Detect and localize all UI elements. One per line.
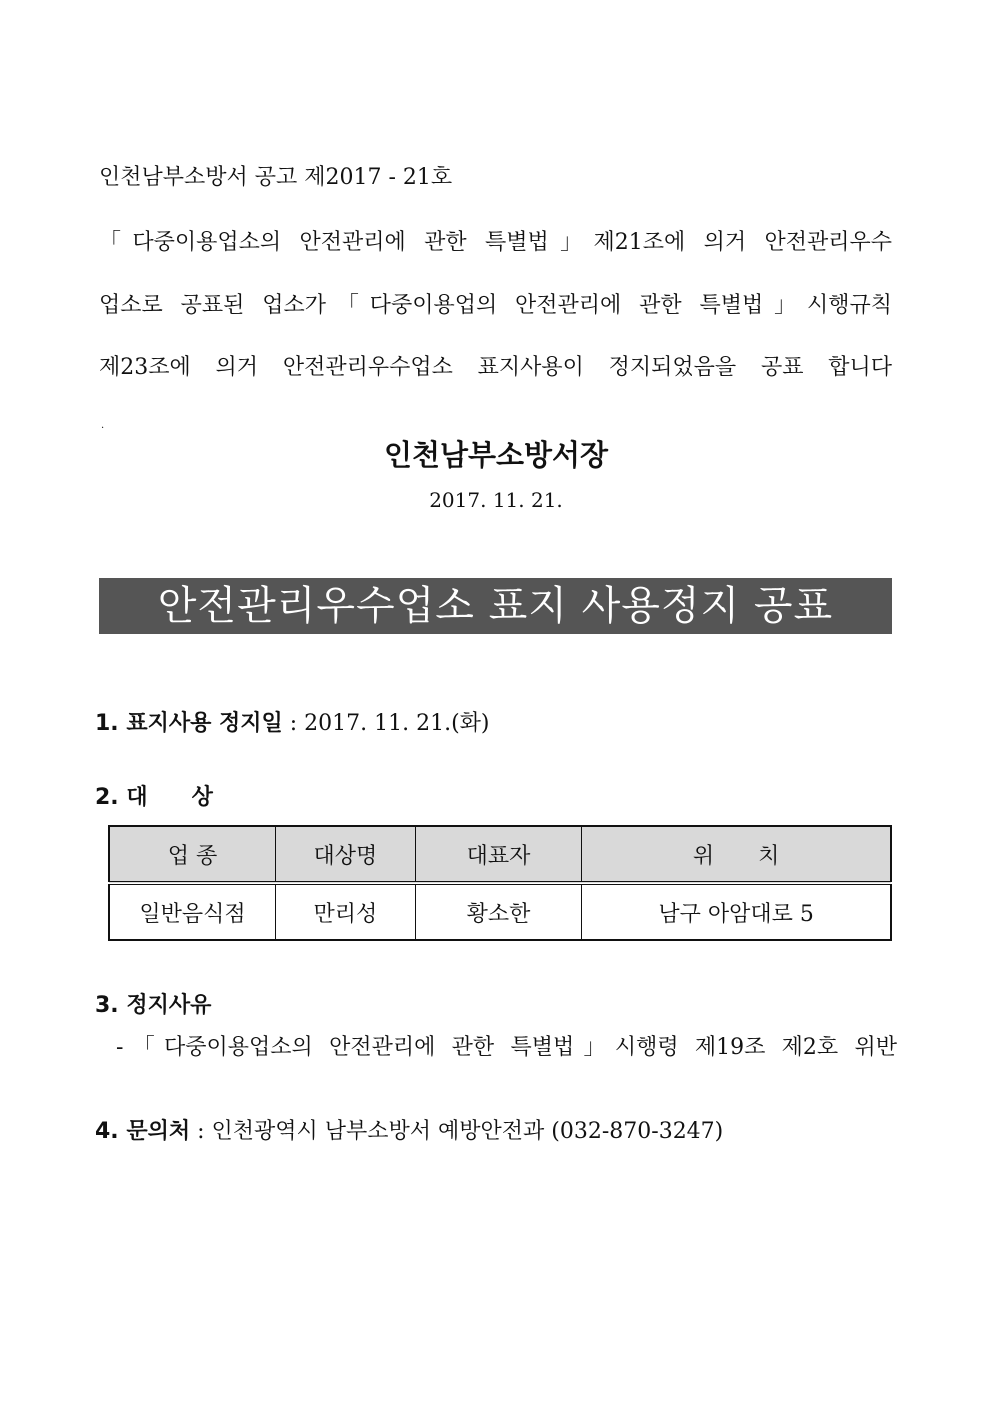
cell-business-type: 일반음식점 (109, 883, 276, 940)
section-1-heading: 1. 표지사용 정지일 (95, 711, 283, 736)
issuer-name: 인천남부소방서장 (383, 438, 609, 472)
section-3-heading: 3. 정지사유 (95, 993, 212, 1018)
section-1-separator: : (282, 711, 305, 736)
header-location: 위 치 (582, 826, 891, 883)
contact-value: 인천광역시 남부소방서 예방안전과 (032-870-3247) (211, 1119, 724, 1144)
publication-date: 2017. 11. 21. (429, 488, 563, 512)
section-reason (95, 988, 211, 1019)
cell-location: 남구 아암대로 5 (582, 883, 891, 940)
table-row (109, 883, 891, 940)
header-business-name: 대상명 (276, 826, 416, 883)
notice-body-line-2: 업소로 공표된 업소가「다중이용업의 안전관리에 관한 특별법」시행규칙 (99, 293, 892, 318)
notice-body-line-3: 제23조에 의거 안전관리우수업소 표지사용이 정지되었음을 공표 합니다 (99, 355, 892, 380)
suspension-date-value: 2017. 11. 21.(화) (304, 711, 490, 736)
header-representative: 대표자 (415, 826, 582, 883)
section-suspension-date (95, 706, 490, 737)
notice-number: 인천남부소방서 공고 제2017 - 21호 (99, 165, 453, 190)
section-2-heading: 2. 대 상 (95, 785, 213, 810)
title-banner: 안전관리우수업소 표지 사용정지 공표 (99, 578, 892, 634)
notice-body-line-1: 「다중이용업소의 안전관리에 관한 특별법」제21조에 의거 안전관리우수 (99, 230, 892, 255)
stray-dot: . (101, 420, 105, 431)
cell-business-name: 만리성 (276, 883, 416, 940)
table-header-row (109, 826, 891, 883)
section-4-separator: : (190, 1119, 212, 1144)
cell-representative: 황소한 (415, 883, 582, 940)
suspension-reason: -「다중이용업소의 안전관리에 관한 특별법」시행령 제19조 제2호 위반 (116, 1035, 897, 1060)
header-business-type: 업 종 (109, 826, 276, 883)
section-4-heading: 4. 문의처 (95, 1119, 191, 1144)
target-table (108, 825, 892, 941)
section-target (95, 780, 213, 811)
section-contact (95, 1114, 723, 1145)
